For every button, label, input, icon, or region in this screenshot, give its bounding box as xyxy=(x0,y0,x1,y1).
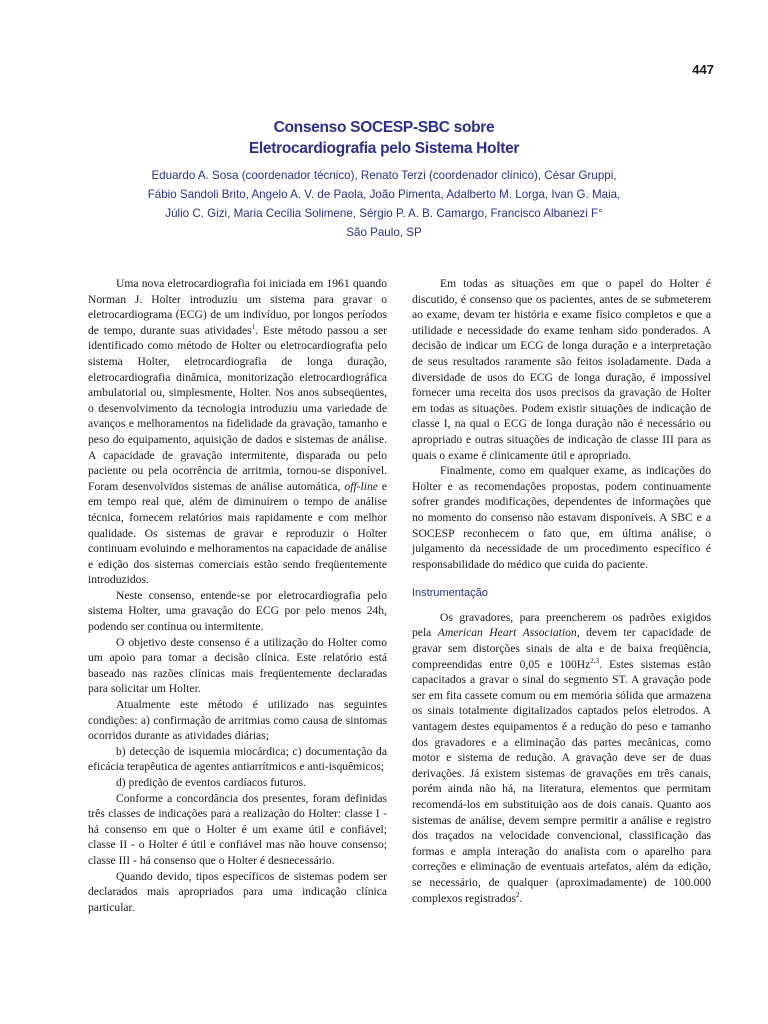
paragraph-text: e em tempo real que, além de diminuírem o tempo de análise técnica, fornecem relatórios mais rapidamente e com melhor qualidade. Os sistemas de gravar e reproduzir o Holter continuam evoluindo e melhoramentos na capacidade de análise e edição dos sistemas comerciais estão sendo freqüentemente introduzidos. xyxy=(88,479,388,587)
paragraph: O objetivo deste consenso é a utilização do Holter como um apoio para tomar a decisão clínica. Este relatório está baseado nas razões clínicas mais freqüentemente declaradas para solicitar um Holter. xyxy=(88,635,387,696)
paragraph-text: devem ter capacidade de gravar sem distorções sinais de alta e de baixa freqüência, compreendidas entre 0,05 e 100Hz xyxy=(412,626,711,671)
author-list xyxy=(0,166,768,242)
paragraph: Finalmente, como em qualquer exame, as indicações do Holter e as recomendações propostas, podem continuamente sofrer grandes modificações, dependentes de informações que no momento do consenso não estavam disponíveis. A SBC e a SOCESP reconhecem o fato que, em última análise, o julgamento da necessidade de um procedimento específico é responsabilidade do médico que cuida do paciente. xyxy=(412,464,711,571)
paragraph xyxy=(412,610,711,906)
authors-line-3: Júlio C. Gizi, Maria Cecília Solimene, Sérgio P. A. B. Camargo, Francisco Albanezi F° xyxy=(165,207,603,220)
paragraph: b) detecção de isquemia miocárdica; c) documentação da eficácia terapêutica de agentes antiarrítmicos e anti-isquêmicos; xyxy=(88,744,387,774)
right-column xyxy=(412,276,711,906)
paragraph-text: . Este método passou a ser identificado como método de Holter ou eletrocardiografia pelo sistema Holter, eletrocardiografia de longa duração, eletrocardiografia dinâmica, monitorização eletrocardiográfica ambulatorial ou, simplesmente, Holter. Nos anos subseqüentes, o desenvolvimento da tecnologia introduziu uma variedade de avanços e melhoramentos na fidelidade da gravação, tamanho e peso do equipamento, aquisição de dados e sistemas de análise. A capacidade de gravação intermitente, disparada ou pelo paciente ou pela ocorrência de arritmia, tornou-se disponível. Foram desenvolvidos sistemas de análise automática, xyxy=(88,323,387,493)
article-title xyxy=(0,117,768,159)
paragraph: Em todas as situações em que o papel do Holter é discutido, é consenso que os pacientes, antes de se submeterem ao exame, devam ter história e exame físico completos e que a utilidade e necessidade do exame tenham sido ponderados. A decisão de indicar um ECG de longa duração e a interpretação de seus resultados raramente são feitos isoladamente. Dada a diversidade de usos do ECG de longa duração, é impossível fornecer uma receita dos usos precisos da gravação de Holter em todas as situações. Podem existir situações de indicação de classe I, na qual o ECG de longa duração não é necessário ou apropriado e outras situações de indicação de classe III para as quais o exame é clinicamente útil e apropriado. xyxy=(412,277,711,462)
paragraph: d) predição de eventos cardíacos futuros. xyxy=(116,776,306,789)
citation-superscript: 1 xyxy=(251,322,256,331)
authors-line-1: Eduardo A. Sosa (coordenador técnico), Renato Terzi (coordenador clínico), César Gruppi, xyxy=(151,169,617,182)
paragraph-text: Os gravadores, para preencherem os padrões exigidos pela xyxy=(412,610,711,640)
paragraph xyxy=(88,276,387,588)
paragraph: Conforme a concordância dos presentes, foram definidas três classes de indicações para a realização do Holter: classe I - há consenso em que o Holter é um exame útil e confiável; classe II - o Holter é útil e confiável mas não houve consenso; classe III - há consenso que o Holter é desnecessário. xyxy=(88,791,387,867)
author-location: São Paulo, SP xyxy=(346,226,422,239)
section-heading-instrumentacao: Instrumentação xyxy=(412,587,488,600)
citation-superscript: 2 xyxy=(516,890,520,899)
paragraph-text: . xyxy=(519,891,523,905)
authors-line-2: Fábio Sandoli Brito, Angelo A. V. de Paola, João Pimenta, Adalberto M. Lorga, Ivan G. Maia, xyxy=(147,188,621,201)
left-column xyxy=(88,276,387,915)
paragraph-text: Uma nova eletrocardiografia foi iniciada em 1961 quando Norman J. Holter introduziu um sistema para gravar o eletrocardiograma (ECG) de um indivíduo, por longos períodos de tempo, durante suas atividades xyxy=(88,277,387,337)
title-line-1: Consenso SOCESP-SBC sobre xyxy=(273,119,495,136)
paragraph-text: . Estes sistemas estão capacitados a gravar o sinal do segmento ST. A gravação pode ser em fita cassete comum ou em memória sólida que armazena os sinais totalmente digitalizados captados pelos eletrodos. A vantagem destes equipamentos é a redução do peso e tamanho dos gravadores e a eliminação das partes mecânicas, como motor e sistema de redução. A gravação deve ser de duas derivações. Já existem sistemas de gravações em três canais, porém ainda não há, na literatura, elementos que permitam recomendá-los em substituição aos de dois canais. Quanto aos sistemas de análise, devem sempre permitir a análise e registro dos traçados na velocidade convencional, classificação das formas e ampla interação do analista com o aparelho para correções e eliminação de eventuais artefatos, além da edição, se necessário, de qualquer (aproximadamente) de 100.000 complexos registrados xyxy=(412,657,711,905)
paragraph: Neste consenso, entende-se por eletrocardiografia pelo sistema Holter, uma gravação do ECG por pelo menos 24h, podendo ser contínua ou intermitente. xyxy=(88,588,387,634)
citation-superscript: 2,3 xyxy=(590,656,600,665)
page-number: 447 xyxy=(692,62,714,77)
emphasis-text: off-line xyxy=(344,479,378,493)
paragraph: Quando devido, tipos específicos de sistemas podem ser declarados mais apropriados para uma indicação clínica particular. xyxy=(88,869,387,914)
title-line-2: Eletrocardiografia pelo Sistema Holter xyxy=(248,140,520,157)
emphasis-text: American Heart Association, xyxy=(437,626,580,640)
paragraph: Atualmente este método é utilizado nas seguintes condições: a) confirmação de arritmias como causa de sintomas ocorridos durante as atividades diárias; xyxy=(88,698,387,743)
